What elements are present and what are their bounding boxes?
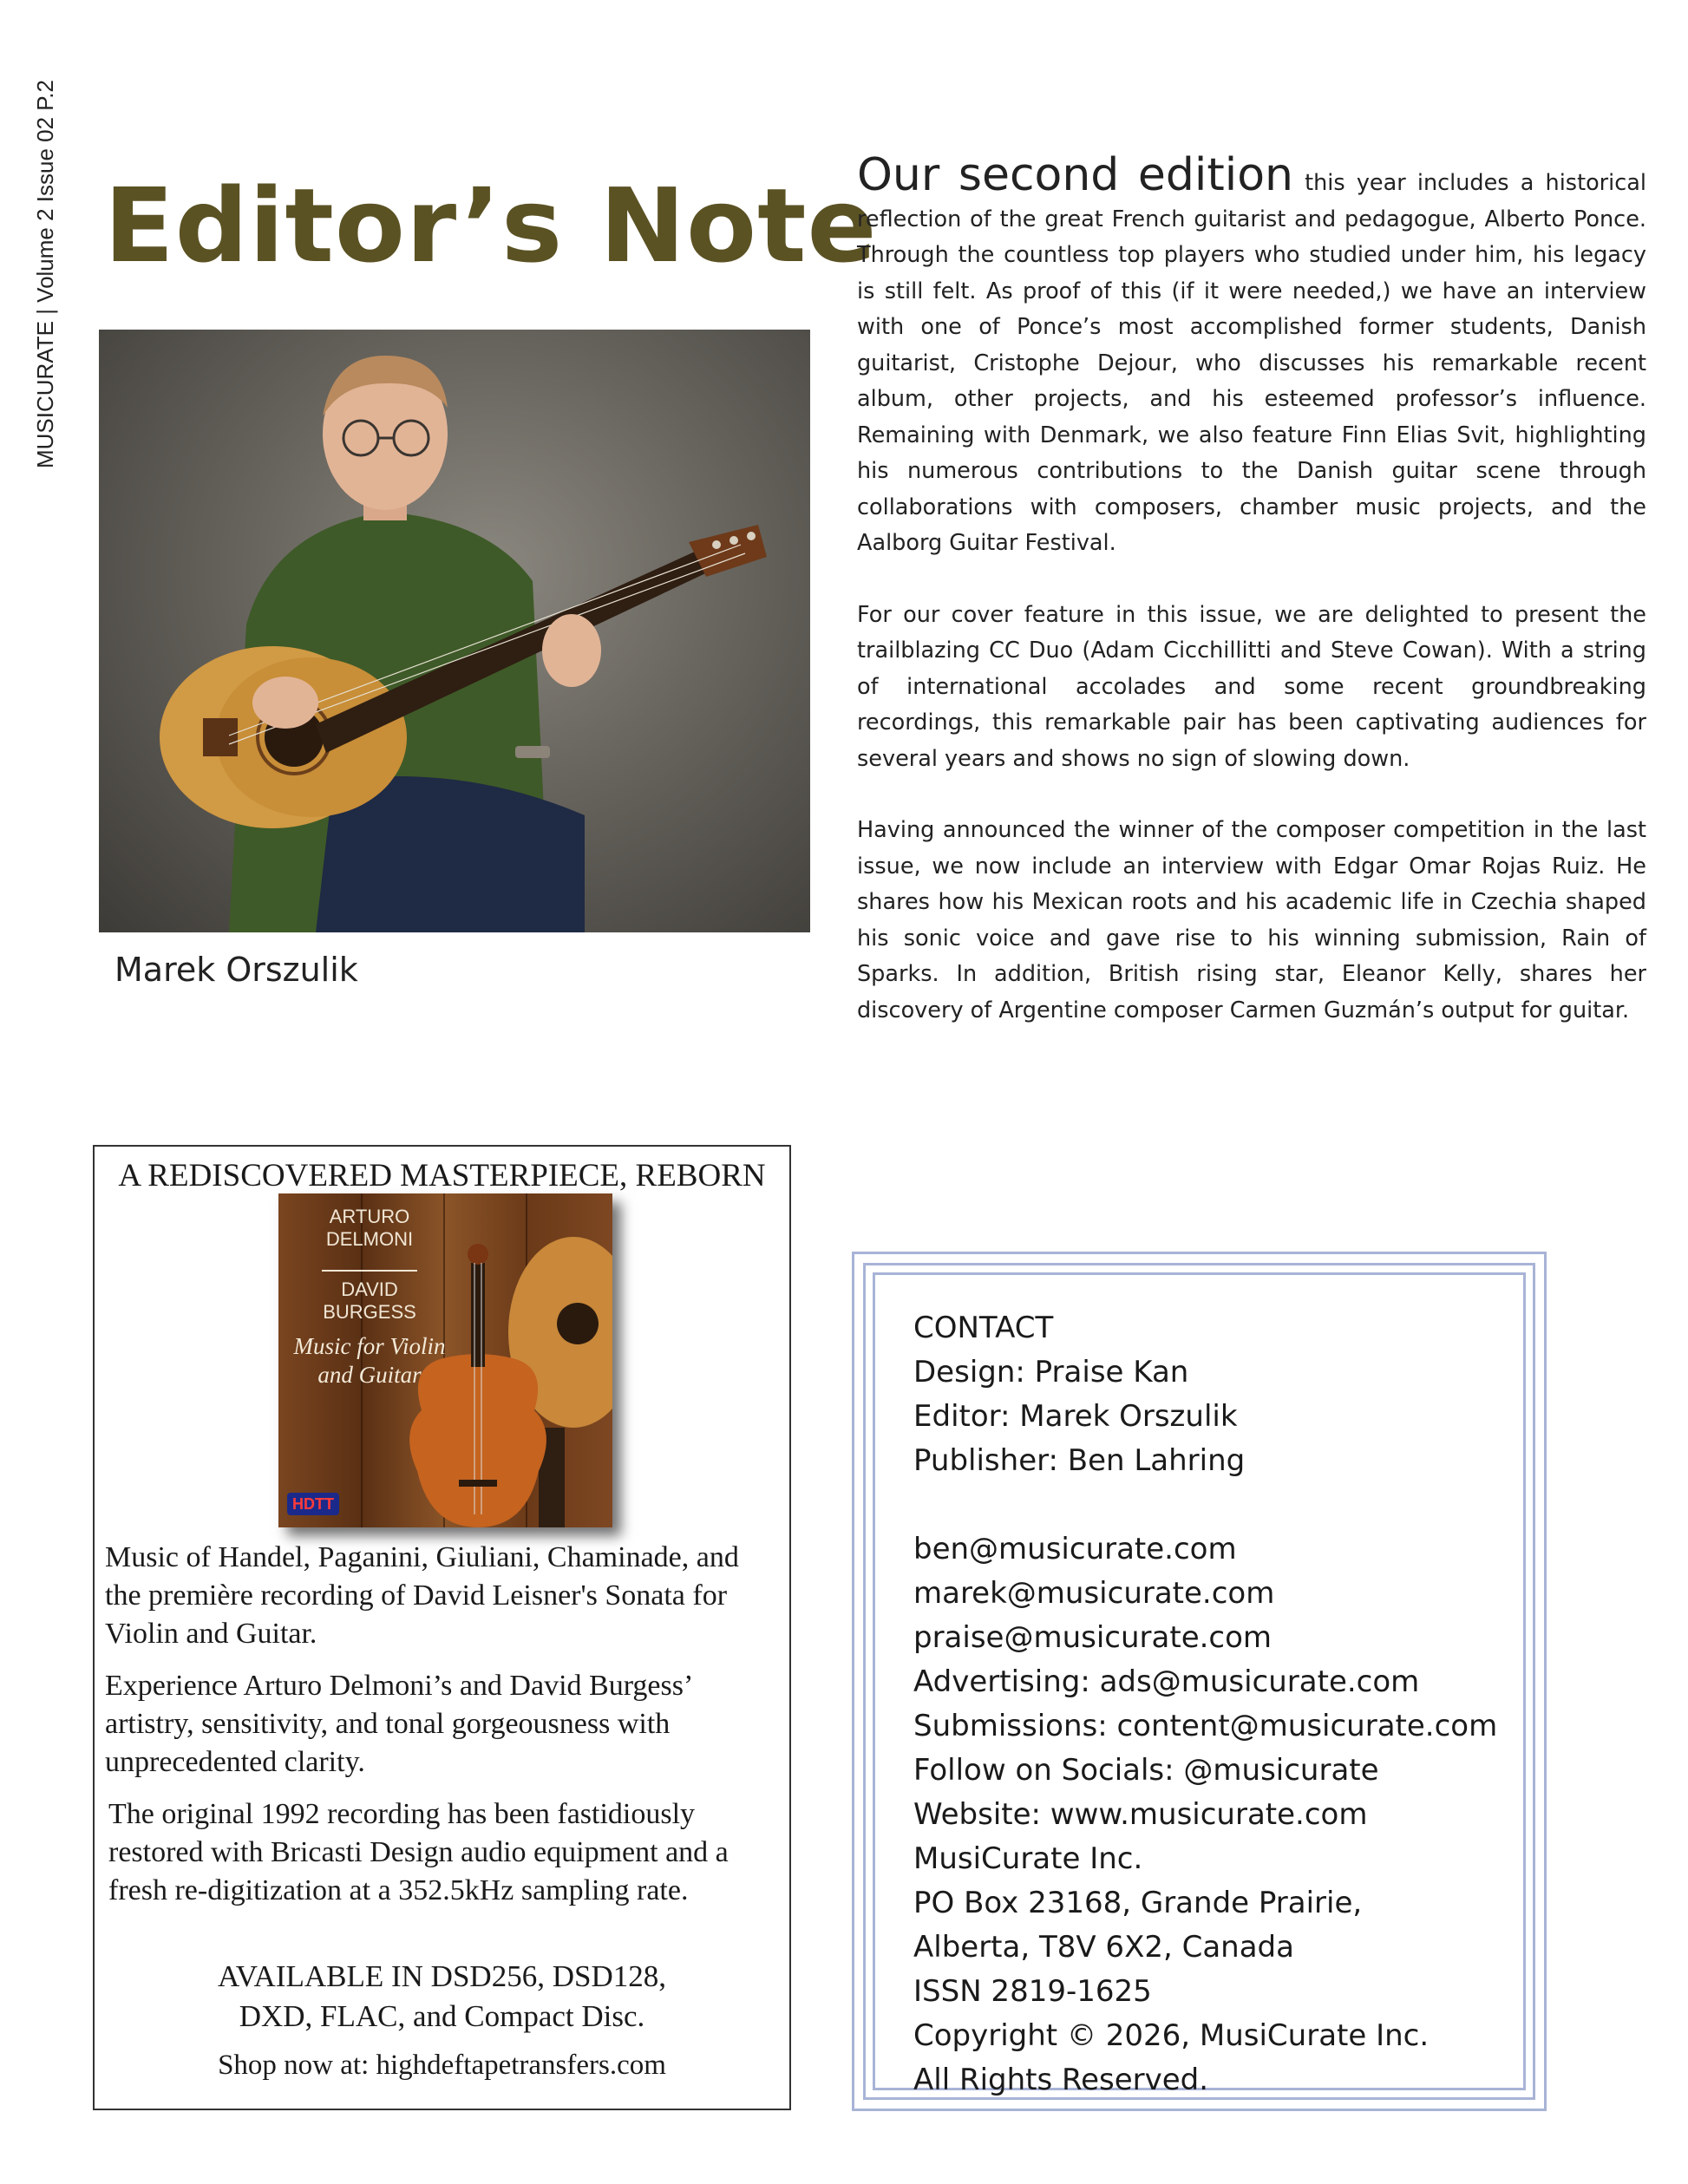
ad-paragraph-2: Experience Arturo Delmoni’s and David Burgess’ artistry, sensitivity, and tonal gorgeousness with unprecedented clarity. (105, 1670, 691, 1778)
contact-design: Design: Praise Kan (913, 1355, 1189, 1390)
contact-heading: CONTACT (913, 1311, 1054, 1345)
contact-spacer (913, 1483, 1523, 1527)
ad-formats-line-1: AVAILABLE IN DSD256, DSD128, (218, 1959, 666, 1993)
editor-photo (99, 330, 810, 932)
guitarist-illustration (99, 330, 810, 932)
article-lead: Our second edition (857, 149, 1293, 201)
album-divider (322, 1270, 417, 1272)
album-advertisement[interactable] (93, 1145, 791, 2110)
contact-website[interactable]: Website: www.musicurate.com (913, 1797, 1368, 1832)
rights-reserved: All Rights Reserved. (913, 2063, 1209, 2097)
email-praise[interactable]: praise@musicurate.com (913, 1620, 1273, 1655)
company-name: MusiCurate Inc. (913, 1841, 1143, 1876)
album-cover[interactable] (278, 1193, 612, 1527)
email-marek[interactable]: marek@musicurate.com (913, 1576, 1275, 1611)
album-title-line-1: Music for Violin (293, 1333, 446, 1359)
contact-publisher: Publisher: Ben Lahring (913, 1443, 1246, 1478)
contact-submissions[interactable]: Submissions: content@musicurate.com (913, 1709, 1498, 1743)
album-artist-2-line-2: BURGESS (323, 1301, 416, 1323)
editorial-article (857, 149, 1646, 1064)
hdtt-logo: HDTT (287, 1493, 339, 1515)
article-paragraph-3: Having announced the winner of the composer competition in the last issue, we now include an interview with Edgar Omar Rojas Ruiz. He shares how his Mexican roots and his academic life in Czechia shaped his sonic voice and gave rise to his winning submission, Rain of Sparks. In addition, British rising star, Eleanor Kelly, shares her discovery of Argentine composer Carmen Guzmán’s output for guitar. (857, 817, 1646, 1023)
album-artist-1-line-2: DELMONI (325, 1228, 414, 1250)
album-title-line-2: and Guitar (317, 1362, 422, 1388)
album-title (278, 1332, 461, 1390)
contact-advertising[interactable]: Advertising: ads@musicurate.com (913, 1664, 1420, 1699)
issn: ISSN 2819-1625 (913, 1974, 1152, 2009)
copyright: Copyright © 2026, MusiCurate Inc. (913, 2018, 1430, 2053)
ad-formats-line-2: DXD, FLAC, and Compact Disc. (239, 1999, 645, 2033)
ad-paragraph-1: Music of Handel, Paganini, Giuliani, Chaminade, and the première recording of David Leisner's Sonata for Violin and Guitar. (105, 1541, 739, 1650)
album-artist-2-line-1: DAVID (341, 1278, 398, 1300)
contact-socials[interactable]: Follow on Socials: @musicurate (913, 1753, 1379, 1788)
ad-paragraph-3: The original 1992 recording has been fastidiously restored with Bricasti Design audio equipment and a fresh re-digitization at a 352.5kHz sampling rate. (108, 1798, 729, 1906)
contact-editor: Editor: Marek Orszulik (913, 1399, 1238, 1434)
ad-shop-link[interactable]: Shop now at: highdeftapetransfers.com (218, 2050, 666, 2081)
page-title: Editor’s Note (104, 166, 878, 285)
album-artist-1-line-1: ARTURO (329, 1206, 410, 1227)
article-paragraph-1-text: this year includes a historical reflection of the great French guitarist and pedagogue, Alberto Ponce. Through the countless top players who studied under him, his legacy is still felt. As proof of this (if it were needed,) we have an interview with one of Ponce’s most accomplished former students, Danish guitarist, Cristophe Dejour, who discusses his remarkable recent album, other projects, and his esteemed professor’s influence. Remaining with Denmark, we also feature Finn Elias Svit, highlighting his numerous contributions to the Danish guitar scene through collaborations with composers, chamber music projects, and the Aalborg Guitar Festival. (857, 170, 1646, 556)
photo-caption: Marek Orszulik (114, 951, 358, 989)
ad-headline: A REDISCOVERED MASTERPIECE, REBORN (118, 1158, 766, 1193)
article-paragraph-2: For our cover feature in this issue, we are delighted to present the trailblazing CC Duo (Adam Cicchillitti and Steve Cowan). With a string of international accolades and some recent groundbreaking recordings, this remarkable pair has been captivating audiences for several years and shows no sign of slowing down. (857, 601, 1646, 772)
address-line-2: Alberta, T8V 6X2, Canada (913, 1930, 1294, 1965)
article-paragraph-1 (857, 149, 1646, 562)
address-line-1: PO Box 23168, Grande Prairie, (913, 1886, 1363, 1920)
issue-side-label: MUSICURATE | Volume 2 Issue 02 P.2 (32, 80, 58, 468)
email-ben[interactable]: ben@musicurate.com (913, 1532, 1237, 1566)
contact-box (852, 1252, 1547, 2111)
